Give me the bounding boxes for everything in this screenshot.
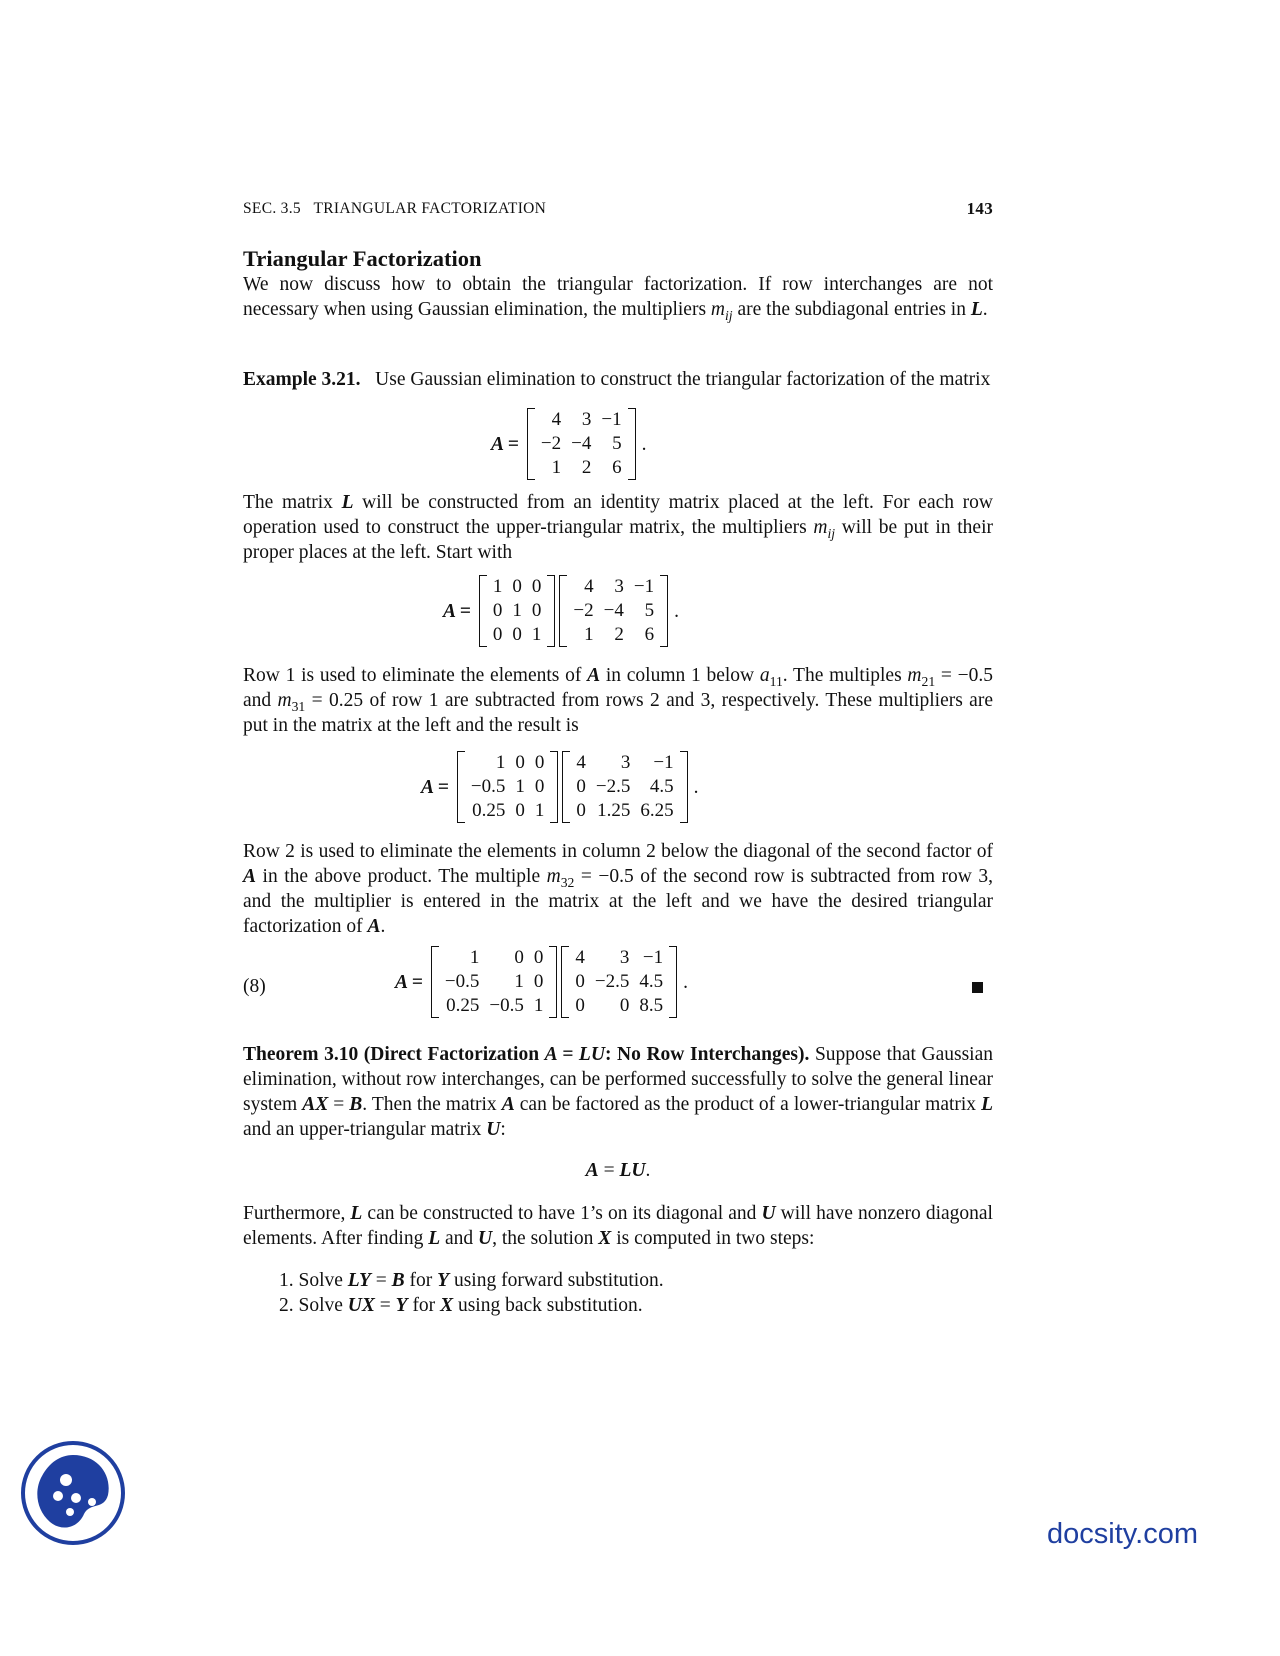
vector-Y: Y [437,1270,450,1291]
matrix-cell: 4 [575,947,585,968]
matrix-cell: 0 [515,800,525,821]
equation-lhs: A = [443,600,471,622]
theorem-text-5: and an upper-triangular matrix [243,1119,487,1140]
example-text: Use Gaussian elimination to construct the triangular factorization of the matrix [375,369,991,390]
para3-text-4: = −0.5 and [243,665,993,711]
para4-text-3: = −0.5 of the second row is subtracted from row 3, and the multiplier is entered in the matrix at the left and we have the desired triangular factorization of [243,866,994,937]
step-text: for [404,1270,438,1291]
step-text: using forward substitution. [449,1270,664,1291]
matrix-cell: 6.25 [640,800,674,821]
matrix-row [571,799,678,823]
matrix-table [570,946,668,1018]
theorem-label-end: : No Row Interchanges). [604,1044,810,1065]
matrix-cell: 3 [620,752,631,773]
theorem-text-1: Suppose that Gaussian elimination, without row interchanges, can be performed successfully to solve the general linear system [243,1044,994,1115]
matrix-table [488,575,547,647]
matrix-U: U [478,1228,493,1249]
matrix-A: A [587,665,601,686]
theorem-text-3: . Then the matrix [362,1094,502,1115]
matrix-A: A [243,866,257,887]
para3-text-1: Row 1 is used to eliminate the elements of [243,665,588,686]
equation-lhs: A = [491,433,519,455]
matrix-cell: −1 [601,409,622,430]
matrix-row [568,623,659,647]
multiplier-subscript: 32 [560,874,575,890]
matrix-cell: 1 [495,752,506,773]
matrix-row [570,970,668,994]
matrix-row [536,456,627,480]
equation-period: . [683,971,688,993]
matrix-U [561,946,677,1018]
docsity-logo-icon [20,1440,126,1546]
multiplier-m32: m [546,866,561,887]
matrix-cell: 0 [575,995,585,1016]
matrix-L: L [428,1228,441,1249]
page-number: 143 [966,199,993,218]
matrix-cell: 0 [533,971,544,992]
matrix-row [440,970,548,994]
matrix-row [488,599,547,623]
matrix-cell: 0.25 [446,995,480,1016]
list-item [279,1268,664,1293]
step-text: for [407,1295,441,1316]
matrix-cell: 1 [469,947,480,968]
running-header [243,196,993,220]
para2-text-1: The matrix [243,492,342,513]
equation-8-body [395,946,688,1018]
multiplier-subscript: ij [827,525,836,541]
section-header [243,196,546,221]
step-prefix: 2. Solve [279,1295,348,1316]
matrix-L: L [350,1203,363,1224]
matrix-cell: −4 [571,433,592,454]
matrix-cell: −1 [642,947,664,968]
matrix-L [457,751,558,823]
matrix-cell: 0 [576,800,586,821]
matrix-cell: 1 [531,624,542,645]
paragraph-3 [243,663,993,738]
example-label: Example 3.21. [243,369,361,390]
matrix-L: L [981,1094,994,1115]
equals-sign: = [370,1270,392,1291]
step-text: using back substitution. [453,1295,643,1316]
list-item [279,1293,664,1318]
matrix-cell: 0.25 [472,800,506,821]
matrix-cell: 0 [575,971,585,992]
matrix-cell: 0 [515,752,525,773]
equals-sign: = [598,1160,620,1181]
matrix-row [568,575,659,599]
matrix-row [568,599,659,623]
matrix-cell: 0 [531,600,542,621]
matrix-row [570,946,668,970]
matrix-row [536,408,627,432]
vector-B: B [391,1270,405,1291]
product-LY: LY [347,1270,371,1291]
matrix-cell: −0.5 [470,776,506,797]
matrix-row [571,775,678,799]
matrix-cell: −1 [633,576,655,597]
end-of-proof-icon [972,982,983,993]
matrix-cell: −2 [573,600,594,621]
multiplier-subscript: ij [725,307,733,323]
matrix-cell: 3 [581,409,592,430]
matrix-row [488,575,547,599]
para5-text-4: and [440,1228,479,1249]
equals-sign: = [328,1094,350,1115]
matrix-A: A [367,916,381,937]
matrix-cell: −0.5 [444,971,480,992]
matrix-cell: −2 [540,433,562,454]
matrix-row [488,623,547,647]
matrix-U: U [486,1119,501,1140]
para5-text-6: is computed in two steps: [611,1228,815,1249]
matrix-L [431,946,557,1018]
product-UX: UX [347,1295,375,1316]
matrix-cell: −0.5 [489,995,524,1016]
equation-period: . [693,776,699,798]
matrix-cell: 3 [614,576,624,597]
matrix-cell: −1 [653,752,674,773]
matrix-cell: 1 [533,995,544,1016]
matrix-cell: 0 [512,624,522,645]
matrix-cell: 4.5 [649,776,674,797]
para3-text-3: . The multiples [782,665,908,686]
matrix-cell: 4 [584,576,594,597]
matrix-table [571,751,678,823]
matrix-cell: 1 [512,600,522,621]
matrix-cell: 1 [584,624,594,645]
matrix-L: L [970,299,983,320]
equation-1-body [491,408,646,480]
intro-text-2: are the subdiagonal entries in [732,299,971,320]
equation-lhs: A = [395,971,423,993]
vector-X: X [440,1295,454,1316]
matrix-cell: 0 [492,600,503,621]
multiplier-symbol: m [710,299,725,320]
equation-period: . [641,433,647,455]
matrix-cell: 2 [614,624,624,645]
matrix-table [568,575,659,647]
para4-text-4: . [380,916,386,937]
paragraph-2 [243,490,993,565]
element-subscript: 11 [769,673,783,689]
matrix-A: A [501,1094,515,1115]
matrix-cell: 1 [515,776,525,797]
matrix-cell: 0 [576,776,586,797]
matrix-A: A [585,1160,599,1181]
matrix-cell: 0 [533,947,544,968]
example-paragraph [243,367,993,392]
equation-period: . [645,1160,651,1181]
product-AX: AX [302,1094,329,1115]
matrix-cell: 1 [492,576,503,597]
para4-text-1: Row 2 is used to eliminate the elements in column 2 below the diagonal of the second factor of [243,841,993,862]
matrix-cell: −2.5 [595,776,631,797]
matrix-cell: 0 [512,576,522,597]
docsity-watermark[interactable]: docsity.com [1047,1518,1198,1550]
equation-3-body [421,751,698,823]
matrix-L [479,575,556,647]
vector-X: X [598,1228,612,1249]
matrix-cell: 4.5 [639,971,664,992]
matrix-cell: 0 [534,776,545,797]
matrix-cell: 3 [619,947,630,968]
matrix-U [562,751,687,823]
matrix-cell: 2 [581,457,592,478]
multiplier-m31: m [277,690,292,711]
matrix-cell: 5 [644,600,655,621]
vector-Y: Y [395,1295,408,1316]
intro-paragraph [243,272,993,322]
multiplier-m21: m [907,665,922,686]
matrix-row [466,751,549,775]
matrix-cell: 1.25 [597,800,631,821]
section-number: SEC. 3.5 [243,200,301,217]
para3-text-2: in column 1 below [600,665,760,686]
matrix-row [440,994,548,1018]
theorem-paragraph [243,1042,993,1142]
product-LU: LU [619,1160,646,1181]
paragraph-4 [243,839,993,939]
intro-text-3: . [982,299,988,320]
multiplier-symbol: m [813,517,828,538]
matrix-A [527,408,636,480]
para3-text-5: = 0.25 of row 1 are subtracted from rows 2 and 3, respectively. These multipliers are put in the matrix at the left and the result is [243,690,993,736]
equation-period: . [674,600,679,622]
para2-text-3: will be put in their proper places at the left. Start with [243,517,993,563]
matrix-cell: −4 [603,600,624,621]
para5-text-2: can be constructed to have 1’s on its diagonal and [362,1203,762,1224]
matrix-cell: 0 [531,576,542,597]
matrix-cell: 8.5 [639,995,664,1016]
matrix-U: U [761,1203,776,1224]
matrix-row [570,994,668,1018]
matrix-cell: −2.5 [594,971,630,992]
intro-text-1: We now discuss how to obtain the triangular factorization. If row interchanges are not necessary when using Gaussian elimination, the multipliers [243,274,993,320]
para5-text-5: , the solution [492,1228,599,1249]
theorem-label: Theorem 3.10 (Direct Factorization [243,1044,545,1065]
matrix-table [440,946,548,1018]
matrix-cell: 1 [551,457,562,478]
matrix-U [559,575,668,647]
element-a: a [759,665,770,686]
matrix-cell: 4 [576,752,586,773]
matrix-cell: 0 [619,995,630,1016]
theorem-text-4: can be factored as the product of a lower-triangular matrix [514,1094,982,1115]
step-prefix: 1. Solve [279,1270,348,1291]
matrix-cell: 6 [612,457,622,478]
multiplier-subscript: 21 [921,673,936,689]
section-title: TRIANGULAR FACTORIZATION [313,200,547,217]
matrix-cell: 0 [492,624,503,645]
matrix-row [466,799,549,823]
matrix-row [571,751,678,775]
matrix-cell: 0 [514,947,524,968]
equation-2-body [443,575,679,647]
equation-lhs: A = [421,776,449,798]
theorem-label-equation: A = LU [544,1044,605,1065]
matrix-cell: 1 [534,800,545,821]
steps-list [279,1268,664,1318]
paragraph-5 [243,1201,993,1251]
matrix-table [536,408,627,480]
matrix-row [440,946,548,970]
equation-A-equals-LU [243,1158,993,1183]
matrix-cell: 5 [612,433,622,454]
para5-text-3: will have nonzero diagonal elements. After finding [243,1203,993,1249]
matrix-cell: 4 [551,409,562,430]
vector-B: B [349,1094,363,1115]
matrix-L: L [341,492,354,513]
equation-number: (8) [243,976,266,997]
matrix-cell: 6 [644,624,655,645]
subsection-title: Triangular Factorization [243,246,482,271]
multiplier-subscript: 31 [291,698,306,714]
matrix-row [536,432,627,456]
matrix-row [466,775,549,799]
matrix-cell: 0 [534,752,545,773]
equals-sign: = [374,1295,396,1316]
para4-text-2: in the above product. The multiple [256,866,547,887]
theorem-text-6: : [500,1119,506,1140]
matrix-table [466,751,549,823]
para2-text-2: will be constructed from an identity matrix placed at the left. For each row operation used to construct the upper-triangular matrix, the multipliers [243,492,994,538]
matrix-cell: 1 [514,971,524,992]
para5-text-1: Furthermore, [243,1203,351,1224]
